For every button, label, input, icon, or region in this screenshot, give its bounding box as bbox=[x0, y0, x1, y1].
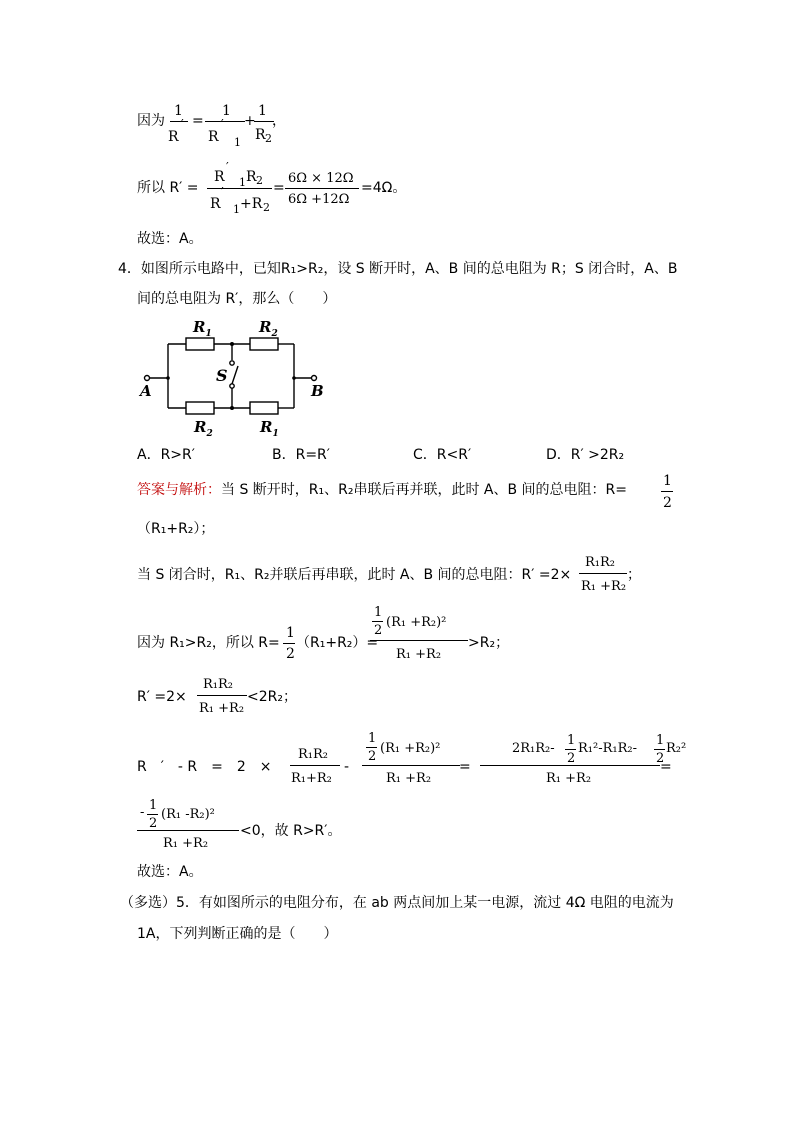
analysis-line1: 当 S 断开时，R₁、R₂串联后再并联，此时 A、B 间的总电阻：R= bbox=[221, 482, 628, 498]
analysis-line6-eq: = bbox=[459, 759, 471, 775]
analysis-line7-end: <0，故 R>R′。 bbox=[240, 823, 342, 839]
analysis-line4-den: R₁ +R₂ bbox=[396, 647, 442, 662]
eq1-den-r2: R bbox=[255, 127, 266, 143]
fraction-bar bbox=[205, 121, 245, 122]
q5-line1: （多选）5．有如图所示的电阻分布，在 ab 两点间加上某一电源，流过 4Ω 电阻的电流为 bbox=[120, 895, 674, 911]
analysis-line6-num3c: R₂² bbox=[666, 741, 687, 756]
fraction-bar bbox=[565, 749, 576, 750]
eq2-num2: 6Ω × 12Ω bbox=[288, 171, 354, 186]
half-num: 1 bbox=[286, 625, 295, 641]
analysis-line7-den: R₁ +R₂ bbox=[163, 836, 209, 851]
analysis-line6-den1: R₁+R₂ bbox=[291, 771, 332, 786]
eq2-prefix: 所以 R′ = bbox=[137, 180, 199, 196]
analysis-label: 答案与解析： bbox=[137, 482, 221, 498]
junction-top bbox=[230, 342, 234, 346]
fraction-bar bbox=[285, 188, 359, 189]
fraction-bar bbox=[372, 621, 383, 622]
fraction-bar bbox=[480, 765, 660, 766]
eq1-plus: + bbox=[244, 113, 256, 129]
eq1-num-3: 1 bbox=[258, 103, 267, 119]
fraction-bar bbox=[254, 121, 274, 122]
analysis-line3: 当 S 闭合时，R₁、R₂并联后再串联，此时 A、B 间的总电阻：R′ =2× bbox=[137, 567, 572, 583]
fraction-bar bbox=[283, 643, 295, 644]
label-r2-top: $R_2$ bbox=[259, 318, 278, 339]
fraction-bar bbox=[147, 814, 158, 815]
fraction-bar bbox=[579, 573, 627, 574]
fraction-bar bbox=[366, 747, 377, 748]
analysis-line3-end: ； bbox=[627, 567, 641, 583]
prime-mark: ′ bbox=[221, 185, 224, 199]
label-a: A bbox=[140, 382, 152, 400]
label-b: B bbox=[311, 382, 324, 400]
switch-contact-bottom bbox=[230, 384, 234, 388]
fraction-bar bbox=[197, 695, 247, 696]
eq2-den-r1-sub: 1 bbox=[233, 203, 240, 216]
label-r2-bottom: $R_2$ bbox=[194, 418, 213, 439]
eq1-prefix: 因为 bbox=[137, 113, 165, 129]
half-den: 2 bbox=[286, 646, 295, 662]
label-s: S bbox=[216, 366, 228, 385]
prime-mark: ′ bbox=[181, 117, 184, 131]
option-b: B．R=R′ bbox=[272, 447, 330, 463]
terminal-a bbox=[145, 376, 150, 381]
resistor-r1-top bbox=[186, 338, 214, 350]
analysis-line6-num1: R₁R₂ bbox=[298, 747, 328, 762]
half-num: 1 bbox=[368, 731, 377, 746]
resistor-r1-bottom bbox=[250, 402, 278, 414]
half-den: 2 bbox=[374, 623, 383, 638]
analysis-line7-minus: - bbox=[140, 805, 145, 820]
eq2-num-r: R bbox=[214, 169, 225, 185]
analysis-line1-den: 2 bbox=[663, 495, 672, 511]
eq1-den-rprime: R bbox=[168, 129, 179, 145]
half-num: 1 bbox=[567, 733, 576, 748]
analysis-line6-minus: - bbox=[344, 759, 350, 775]
eq1-den-r1-sub: 1 bbox=[234, 136, 241, 149]
junction-bottom bbox=[230, 406, 234, 410]
option-d: D．R′ >2R₂ bbox=[546, 447, 625, 463]
analysis-line2: （R₁+R₂）； bbox=[137, 521, 215, 537]
circuit-diagram bbox=[140, 318, 340, 432]
analysis-line4-a: 因为 R₁>R₂，所以 R= bbox=[137, 635, 280, 651]
analysis-line3-num: R₁R₂ bbox=[585, 555, 615, 570]
eq1-equals: = bbox=[192, 113, 204, 129]
eq1-comma: ， bbox=[272, 113, 286, 129]
analysis-line5-num: R₁R₂ bbox=[203, 677, 233, 692]
answer-1: 故选：A。 bbox=[137, 231, 203, 247]
eq1-num-1: 1 bbox=[174, 103, 183, 119]
fraction-bar bbox=[207, 188, 272, 189]
q5-line2: 1A，下列判断正确的是（ ） bbox=[137, 926, 338, 942]
half-den: 2 bbox=[656, 751, 665, 766]
eq2-den2: 6Ω +12Ω bbox=[288, 192, 350, 207]
q4-line1: 4．如图所示电路中，已知R₁>R₂，设 S 断开时，A、B 间的总电阻为 R；S 闭合时，A、B bbox=[118, 261, 678, 277]
analysis-line4-end: >R₂； bbox=[468, 635, 510, 651]
eq2-den-r: R bbox=[210, 196, 221, 212]
fraction-bar bbox=[654, 749, 665, 750]
half-num: 1 bbox=[149, 798, 158, 813]
analysis-line5-den: R₁ +R₂ bbox=[199, 701, 245, 716]
analysis-line6-den2: R₁ +R₂ bbox=[386, 771, 432, 786]
half-den: 2 bbox=[567, 751, 576, 766]
analysis-line6-den3: R₁ +R₂ bbox=[546, 771, 592, 786]
switch-s bbox=[232, 366, 238, 384]
analysis-line5-a: R′ =2× bbox=[137, 689, 187, 705]
eq2-result: =4Ω。 bbox=[361, 180, 407, 196]
q4-line2: 间的总电阻为 R′，那么（ ） bbox=[137, 291, 337, 307]
fraction-bar bbox=[370, 640, 468, 641]
analysis-line6-eq2: = bbox=[660, 759, 672, 775]
analysis-line1-num: 1 bbox=[663, 473, 672, 489]
fraction-bar bbox=[137, 830, 239, 831]
fraction-bar bbox=[290, 765, 340, 766]
label-r1-bottom: $R_1$ bbox=[260, 418, 279, 439]
analysis-line7-num: (R₁ -R₂)² bbox=[161, 807, 215, 822]
prime-mark: ′ bbox=[221, 117, 224, 131]
analysis-line6-num3a: 2R₁R₂- bbox=[512, 741, 555, 756]
eq2-num-r2: R bbox=[246, 169, 257, 185]
analysis-line4-num: (R₁ +R₂)² bbox=[386, 615, 447, 630]
resistor-r2-top bbox=[250, 338, 278, 350]
fraction-bar bbox=[170, 121, 188, 122]
eq1-num-2: 1 bbox=[222, 103, 231, 119]
option-c: C．R<R′ bbox=[413, 447, 472, 463]
half-num: 1 bbox=[656, 733, 665, 748]
analysis-line4-b: （R₁+R₂）= bbox=[296, 635, 379, 651]
eq2-num-r1-sub: 1 bbox=[239, 176, 246, 189]
analysis-line5-end: <2R₂； bbox=[247, 689, 297, 705]
fraction-bar bbox=[661, 491, 673, 492]
analysis-line6-a: R ′ - R = 2 × bbox=[137, 759, 272, 775]
eq2-den-r2-sub: 2 bbox=[263, 201, 270, 214]
analysis-line6-num2: (R₁ +R₂)² bbox=[380, 741, 441, 756]
resistor-r2-bottom bbox=[186, 402, 214, 414]
prime-mark: ′ bbox=[226, 160, 229, 174]
eq2-equals: = bbox=[273, 180, 285, 196]
answer-2: 故选：A。 bbox=[137, 864, 203, 880]
eq1-den-r2-sub: 2 bbox=[265, 132, 272, 145]
eq2-num-r2-sub: 2 bbox=[256, 174, 263, 187]
half-num: 1 bbox=[374, 605, 383, 620]
half-den: 2 bbox=[368, 749, 377, 764]
eq1-den-r1: R bbox=[208, 129, 219, 145]
analysis-line6-num3b: R₁²-R₁R₂- bbox=[578, 741, 637, 756]
option-a: A．R>R′ bbox=[137, 447, 195, 463]
fraction-bar bbox=[362, 765, 460, 766]
terminal-b bbox=[312, 376, 317, 381]
switch-contact-top bbox=[230, 361, 234, 365]
eq2-den-plus-r: +R bbox=[240, 196, 263, 212]
label-r1-top: $R_1$ bbox=[193, 318, 212, 339]
analysis-line3-den: R₁ +R₂ bbox=[581, 579, 627, 594]
half-den: 2 bbox=[149, 816, 158, 831]
